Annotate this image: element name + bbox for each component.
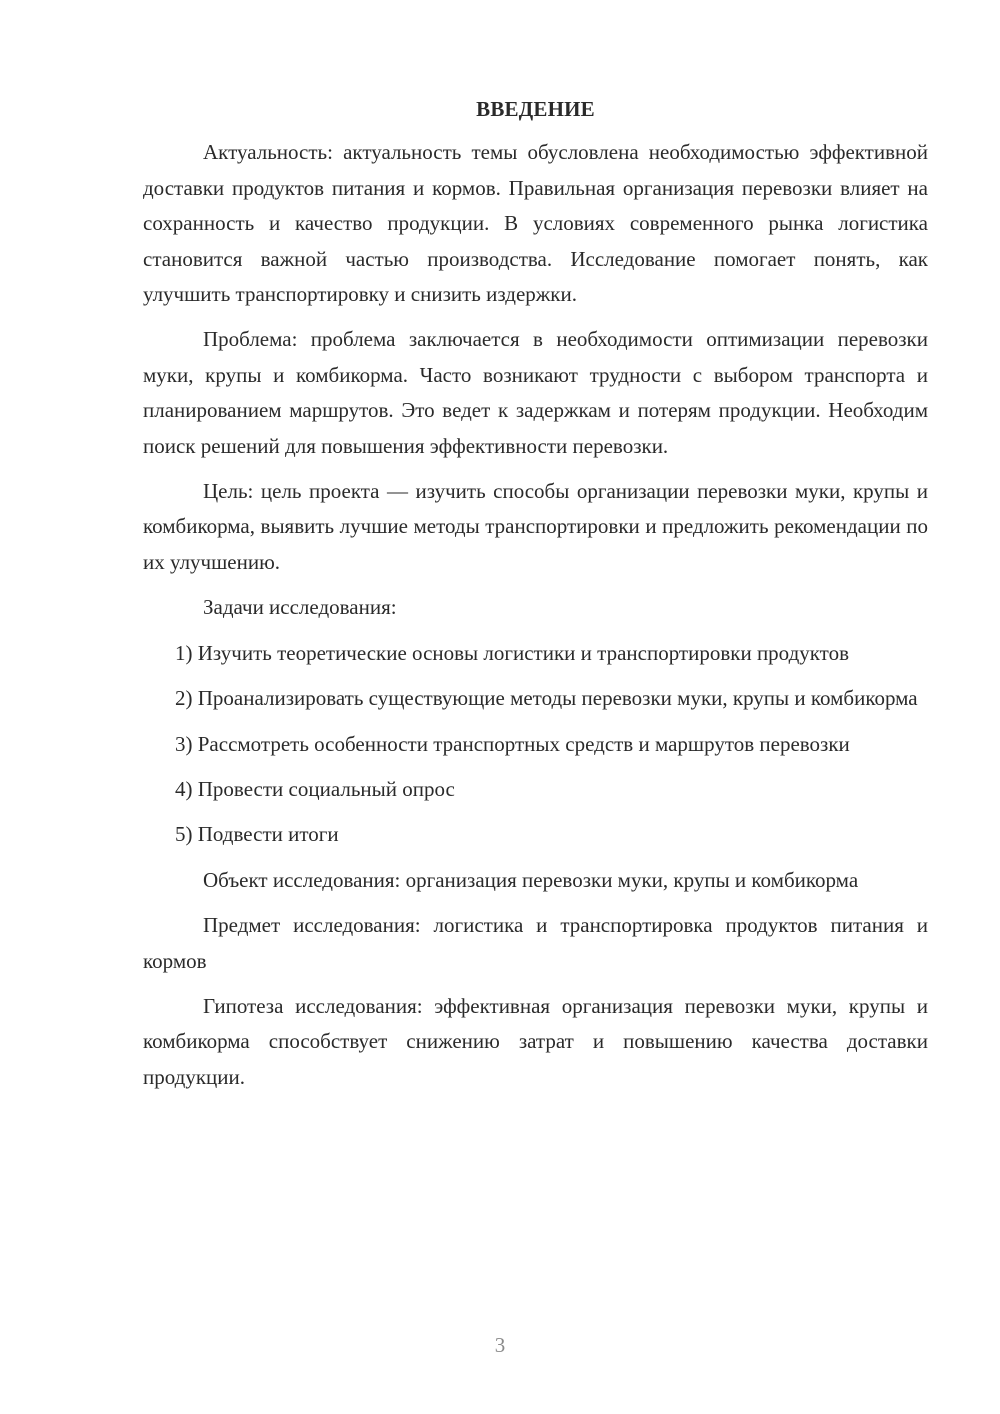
task-item: 5) Подвести итоги	[175, 822, 339, 847]
task-item: 2) Проанализировать существующие методы перевозки муки, крупы и комбикорма	[175, 686, 918, 711]
task-item: 1) Изучить теоретические основы логистики и транспортировки продуктов	[175, 640, 849, 665]
task-item: 4) Провести социальный опрос	[175, 776, 455, 801]
page-number: 3	[494, 1333, 506, 1357]
task-item: 3) Рассмотреть особенности транспортных средств и маршрутов перевозки	[175, 731, 850, 756]
tasks-heading: Задачи исследования:	[203, 595, 397, 620]
relevance-paragraph: Актуальность: актуальность темы обусловлена необходимостью эффективной доставки продуктов питания и кормов. Правильная организация перевозки влияет на сохранность и качество продукции. В условиях современного рынка логистика становится важной частью производства. Исследование помогает понять, как улучшить транспортировку и снизить издержки.	[143, 140, 928, 307]
object-paragraph: Объект исследования: организация перевозки муки, крупы и комбикорма	[203, 867, 859, 892]
hypothesis-paragraph: Гипотеза исследования: эффективная организация перевозки муки, крупы и комбикорма способствует снижению затрат и повышению качества доставки продукции.	[143, 993, 928, 1089]
subject-paragraph: Предмет исследования: логистика и транспортировка продуктов питания и кормов	[143, 913, 928, 973]
page-title: ВВЕДЕНИЕ	[476, 97, 595, 121]
document-page	[143, 92, 928, 1105]
goal-paragraph: Цель: цель проекта — изучить способы организации перевозки муки, крупы и комбикорма, выявить лучшие методы транспортировки и предложить рекомендации по их улучшению.	[143, 479, 928, 574]
problem-paragraph: Проблема: проблема заключается в необходимости оптимизации перевозки муки, крупы и комбикорма. Часто возникают трудности с выбором транспорта и планированием маршрутов. Это ведет к задержкам и потерям продукции. Необходим поиск решений для повышения эффективности перевозки.	[143, 327, 928, 458]
